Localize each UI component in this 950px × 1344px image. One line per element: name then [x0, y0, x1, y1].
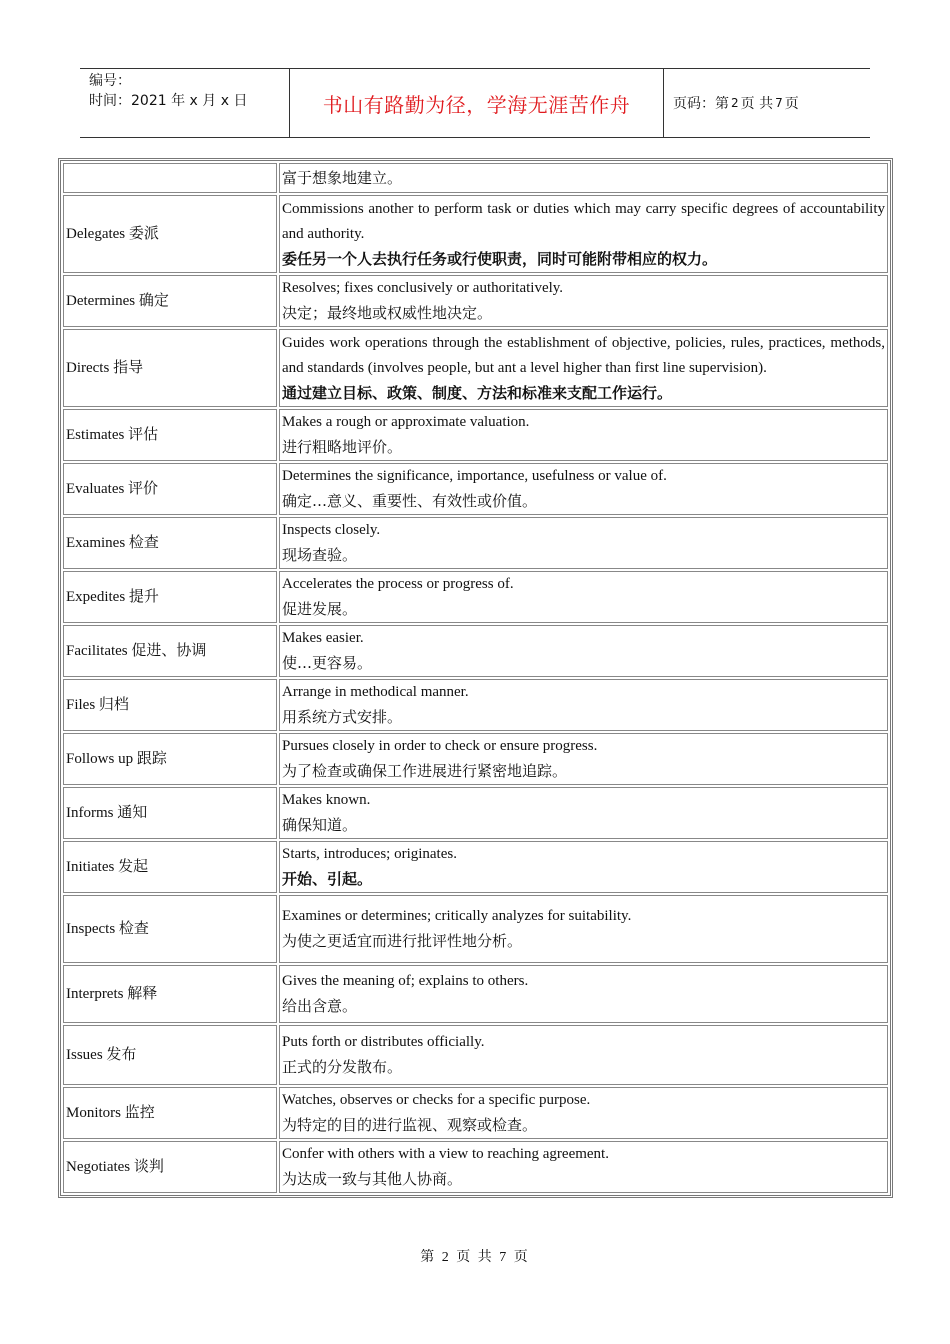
term-cell: Inspects 检查 [63, 895, 277, 963]
definition-zh: 给出含意。 [282, 997, 358, 1015]
definition-cell [279, 463, 888, 515]
header-meta [80, 69, 289, 137]
table-row [63, 679, 888, 731]
definition-zh: 正式的分发散布。 [282, 1058, 403, 1076]
table-row [63, 625, 888, 677]
term-cell: Facilitates 促进、协调 [63, 625, 277, 677]
definition-cell [279, 409, 888, 461]
document-date: 时间：2021 年 x 月 x 日 [89, 93, 248, 109]
page-current: 2 [731, 96, 739, 110]
definition-en: Arrange in methodical manner. [282, 684, 469, 700]
page-header [80, 68, 870, 138]
definition-zh: 委任另一个人去执行任务或行使职责，同时可能附带相应的权力。 [282, 249, 718, 268]
term-cell: Evaluates 评价 [63, 463, 277, 515]
definition-cell [279, 895, 888, 963]
definition-zh: 现场查验。 [282, 546, 358, 564]
definition-cell [279, 275, 888, 327]
page-mid: 页 共 [740, 96, 774, 112]
table-row [63, 965, 888, 1023]
definition-en: Makes easier. [282, 630, 364, 646]
table-row [63, 409, 888, 461]
definition-cell [279, 965, 888, 1023]
definition-zh: 富于想象地建立。 [282, 168, 403, 187]
definition-en: Accelerates the process or progress of. [282, 576, 514, 592]
term-cell: Follows up 跟踪 [63, 733, 277, 785]
definition-cell [279, 1025, 888, 1085]
definition-en: Makes a rough or approximate valuation. [282, 414, 530, 430]
definition-en: Guides work operations through the establishment of objective, policies, rules, practices, methods, and standards (involves people, but ant a level higher than first line supervision). [282, 334, 885, 376]
definition-zh: 确保知道。 [282, 816, 358, 834]
term-cell: Negotiates 谈判 [63, 1141, 277, 1193]
definition-en: Examines or determines; critically analyzes for suitability. [282, 908, 632, 924]
definition-cell [279, 195, 888, 273]
table-row [63, 1025, 888, 1085]
definition-zh: 为特定的目的进行监视、观察或检查。 [282, 1116, 538, 1134]
definition-cell [279, 1087, 888, 1139]
definition-zh: 决定；最终地或权威性地决定。 [282, 304, 493, 322]
page-suffix: 页 [784, 96, 799, 112]
table-row [63, 733, 888, 785]
definition-en: Starts, introduces; originates. [282, 846, 457, 862]
definition-cell [279, 625, 888, 677]
definition-cell [279, 679, 888, 731]
term-cell: Determines 确定 [63, 275, 277, 327]
definition-en: Gives the meaning of; explains to others. [282, 973, 529, 989]
table-row [63, 329, 888, 407]
definitions-table [58, 158, 893, 1198]
term-cell: Informs 通知 [63, 787, 277, 839]
definition-zh: 确定…意义、重要性、有效性或价值。 [282, 492, 538, 510]
definition-zh: 为达成一致与其他人协商。 [282, 1170, 463, 1188]
term-cell: Monitors 监控 [63, 1087, 277, 1139]
term-cell: Expedites 提升 [63, 571, 277, 623]
definitions-table-body [63, 163, 888, 1193]
definition-zh: 使…更容易。 [282, 654, 373, 672]
table-row [63, 275, 888, 327]
definition-cell [279, 733, 888, 785]
definition-cell [279, 329, 888, 407]
definition-en: Determines the significance, importance, usefulness or value of. [282, 468, 667, 484]
table-row [63, 895, 888, 963]
term-cell: Initiates 发起 [63, 841, 277, 893]
definition-zh: 用系统方式安排。 [282, 708, 403, 726]
definition-en: Confer with others with a view to reaching agreement. [282, 1146, 609, 1162]
term-cell: Interprets 解释 [63, 965, 277, 1023]
definition-zh: 为了检查或确保工作进展进行紧密地追踪。 [282, 762, 568, 780]
definition-en: Pursues closely in order to check or ensure progress. [282, 738, 598, 754]
table-row [63, 195, 888, 273]
document-number-label: 编号： [89, 73, 131, 89]
table-row [63, 1087, 888, 1139]
term-cell [63, 163, 277, 193]
term-cell: Issues 发布 [63, 1025, 277, 1085]
table-row [63, 787, 888, 839]
header-page-number [664, 69, 870, 137]
term-cell: Directs 指导 [63, 329, 277, 407]
table-row [63, 163, 888, 193]
definition-en: Makes known. [282, 792, 371, 808]
definition-en: Puts forth or distributes officially. [282, 1034, 485, 1050]
table-row [63, 841, 888, 893]
definition-cell [279, 841, 888, 893]
term-cell: Delegates 委派 [63, 195, 277, 273]
definition-cell [279, 163, 888, 193]
page-footer: 第 2 页 共 7 页 [420, 1250, 530, 1265]
definition-en: Commissions another to perform task or duties which may carry specific degrees of accountability and authority. [282, 200, 885, 242]
definition-zh: 促进发展。 [282, 600, 358, 618]
definition-en: Resolves; fixes conclusively or authoritatively. [282, 280, 564, 296]
table-row [63, 1141, 888, 1193]
table-row [63, 463, 888, 515]
term-cell: Examines 检查 [63, 517, 277, 569]
page-total: 7 [775, 96, 783, 110]
definition-cell [279, 571, 888, 623]
definition-cell [279, 787, 888, 839]
table-row [63, 571, 888, 623]
definition-zh: 为使之更适宜而进行批评性地分析。 [282, 932, 523, 950]
table-row [63, 517, 888, 569]
definition-zh: 进行粗略地评价。 [282, 438, 403, 456]
definition-cell [279, 517, 888, 569]
header-motto: 书山有路勤为径，学海无涯苦作舟 [289, 69, 664, 137]
term-cell: Files 归档 [63, 679, 277, 731]
definition-en: Watches, observes or checks for a specific purpose. [282, 1092, 591, 1108]
term-cell: Estimates 评估 [63, 409, 277, 461]
page-prefix: 页码：第 [673, 96, 729, 112]
definition-zh: 通过建立目标、政策、制度、方法和标准来支配工作运行。 [282, 383, 673, 402]
definition-cell [279, 1141, 888, 1193]
definition-zh: 开始、引起。 [282, 870, 373, 888]
definition-en: Inspects closely. [282, 522, 381, 538]
